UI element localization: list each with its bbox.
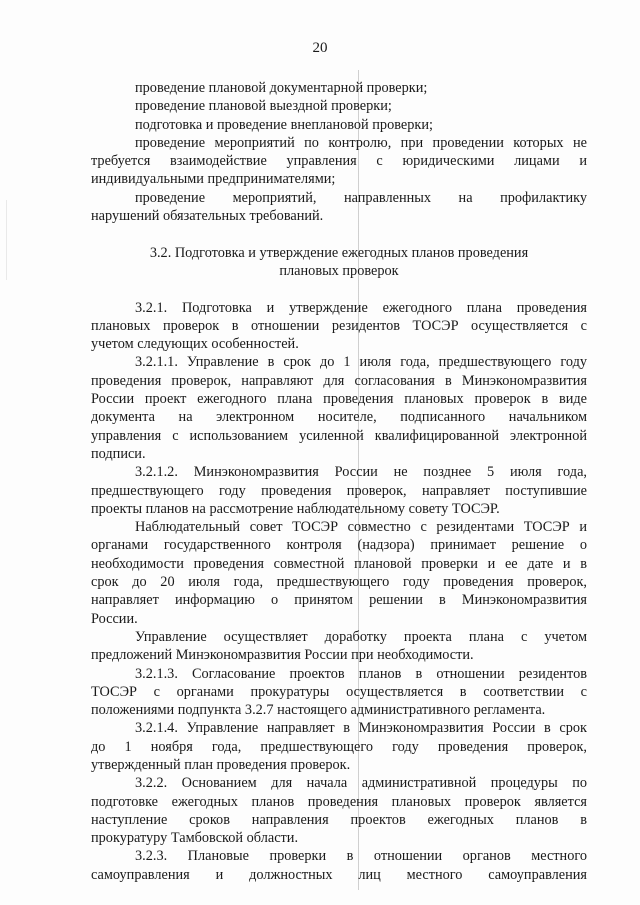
section-heading: плановых проверок [279, 262, 399, 279]
list-item: проведение плановой выездной проверки; [135, 98, 392, 115]
paragraph-line: 3.2.1.4. Управление направляет в Минэкономразвития России в срок [135, 720, 587, 737]
paragraph-line: необходимости проведения совместной плановой проверки и ее дате и в [91, 555, 587, 572]
paragraph-line: 3.2.1.2. Минэкономразвития России не позднее 5 июля года, [135, 464, 587, 481]
list-item: проведение мероприятий по контролю, при проведении которых не [135, 134, 587, 151]
paragraph-line: документа на электронном носителе, подписанного начальником [91, 409, 587, 426]
paragraph-line: положениями подпункта 3.2.7 настоящего административного регламента. [91, 702, 546, 719]
paragraph-line: 3.2.3. Плановые проверки в отношении органов местного [135, 848, 587, 865]
paragraph-line: 3.2.1.1. Управление в срок до 1 июля года, предшествующего году [135, 354, 587, 371]
paragraph-line: срок до 20 июля года, предшествующего году проведения проверок, [91, 574, 587, 591]
section-heading: 3.2. Подготовка и утверждение ежегодных планов проведения [149, 244, 529, 261]
paragraph-line: органами государственного контроля (надзора) принимает решение о [91, 537, 587, 554]
paragraph-line: Управление осуществляет доработку проекта плана с учетом [135, 628, 587, 645]
paragraph-line: подготовке ежегодных планов проведения плановых проверок является [91, 793, 587, 810]
paragraph-line: подписи. [91, 445, 146, 462]
paragraph-line: самоуправления и должностных лиц местного самоуправления [91, 866, 587, 883]
paragraph-line: Наблюдательный совет ТОСЭР совместно с резидентами ТОСЭР и [135, 519, 587, 536]
list-item: подготовка и проведение внеплановой проверки; [135, 116, 433, 133]
spacer [91, 225, 587, 243]
paragraph-line: учетом следующих особенностей. [91, 336, 299, 353]
text-line: нарушений обязательных требований. [91, 208, 324, 225]
paragraph-line: ТОСЭР с органами прокуратуры осуществляется в соответствии с [91, 683, 587, 700]
text-line: требуется взаимодействие управления с юридическими лицами и [91, 153, 587, 170]
paragraph-line: проведения проверок, направляют для согласования в Минэкономразвития [91, 372, 587, 389]
list-item: проведение мероприятий, направленных на профилактику [135, 189, 587, 206]
document-body [91, 79, 587, 884]
paragraph-line: наступление сроков направления проектов ежегодных планов в [91, 811, 587, 828]
paragraph-line: 3.2.1.3. Согласование проектов планов в отношении резидентов [135, 665, 587, 682]
page-number: 20 [312, 40, 328, 56]
paragraph-line: прокуратуру Тамбовской области. [91, 830, 299, 847]
paragraph-line: 3.2.1. Подготовка и утверждение ежегодного плана проведения [135, 299, 587, 316]
paragraph-line: проекты планов на рассмотрение наблюдательному совету ТОСЭР. [91, 500, 500, 517]
paragraph-line: плановых проверок в отношении резидентов ТОСЭР осуществляется с [91, 317, 587, 334]
spacer [91, 280, 587, 298]
paragraph-line: управления с использованием усиленной квалифицированной электронной [91, 427, 587, 444]
paragraph-line: утвержденный план проведения проверок. [91, 756, 351, 773]
scan-edge-mark [6, 200, 7, 280]
paragraph-line: России. [91, 610, 138, 627]
paragraph-line: до 1 ноября года, предшествующего году проведения проверок, [91, 738, 587, 755]
paragraph-line: 3.2.2. Основанием для начала административной процедуры по [135, 775, 587, 792]
paragraph-line: направляет информацию о принятом решении в Минэкономразвития [91, 592, 587, 609]
list-item: проведение плановой документарной проверки; [135, 80, 428, 96]
paragraph-line: России проект ежегодного плана проведения плановых проверок в виде [91, 391, 587, 408]
paragraph-line: предшествующего году проведения проверок, направляет поступившие [91, 482, 587, 499]
paragraph-line: предложений Минэкономразвития России при необходимости. [91, 647, 474, 664]
text-line: индивидуальными предпринимателями; [91, 171, 336, 188]
